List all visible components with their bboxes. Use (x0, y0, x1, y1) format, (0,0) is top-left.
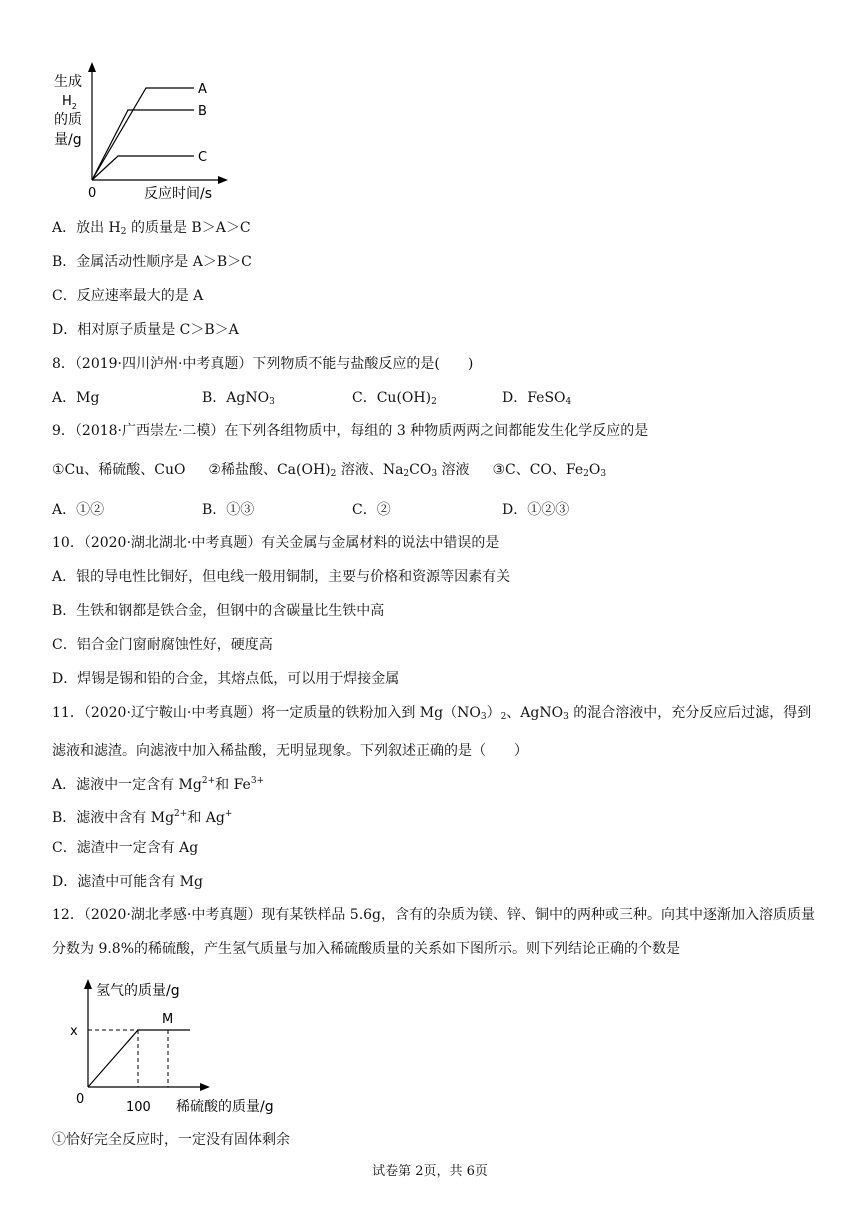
q8-option-a: A．Mg (52, 390, 100, 406)
q11-option-a: A．滤液中一定含有 $Mg^{2+}$和 $Fe^{3+}$ (52, 776, 265, 793)
q12-statement-1: ①恰好完全反应时，一定没有固体剩余 (52, 1132, 290, 1148)
q8-option-c: C．$Cu(OH)_2$ (352, 390, 437, 407)
fig2-xmark: 100 (126, 1100, 151, 1115)
fig1-x-arrow (218, 176, 228, 184)
figure-h2-vs-acid (64, 975, 284, 1115)
q10-option-c: C．铝合金门窗耐腐蚀性好，硬度高 (52, 637, 273, 653)
curve-b-label: B (198, 104, 207, 119)
fig2-origin: 0 (76, 1092, 85, 1107)
fig2-y-arrow (84, 979, 92, 989)
q10-option-a: A．银的导电性比铜好，但电线一般用铜制，主要与价格和资源等因素有关 (52, 569, 511, 585)
curve-b (92, 110, 194, 180)
q7-option-b: B．金属活动性顺序是 A＞B＞C (52, 254, 252, 270)
fig1-ylabel-4: 量/g (54, 132, 82, 148)
fig2-ylabel: 氢气的质量/g (96, 983, 180, 999)
q12-stem: 12．（2020·湖北孝感·中考真题）现有某铁样品 5.6g，含有的杂质为镁、锌、铜中的两种或三种。向其中逐渐加入溶质质量分数为 9.8%的稀硫酸，产生氢气质量与加入稀硫酸质量的关系如下图所示。则下列结论正确的个数是 (52, 907, 816, 957)
fig2-ymark: x (70, 1024, 78, 1039)
q11-option-b: B．滤液中含有 $Mg^{2+}$和 Ag+ (52, 809, 233, 826)
q9-group-3: ③C、CO、$Fe_2O_3$ (492, 462, 607, 479)
q9-option-b: B．①③ (202, 502, 255, 518)
fig2-point-m: M (162, 1012, 174, 1027)
fig1-y-arrow (88, 62, 96, 72)
fig2-curve (88, 1030, 190, 1087)
q9-group-1: ①Cu、稀硫酸、CuO (52, 462, 186, 478)
q7-option-d: D．相对原子质量是 C＞B＞A (52, 322, 239, 338)
q9-group-2: ②稀盐酸、$Ca(OH)_2$ 溶液、$Na_2CO_3$ 溶液 (208, 462, 470, 479)
curve-a-label: A (198, 82, 207, 97)
fig1-origin: 0 (88, 186, 97, 201)
q8-stem: 8．（2019·四川泸州·中考真题）下列物质不能与盐酸反应的是( ) (52, 356, 474, 372)
q9-option-d: D．①②③ (502, 502, 570, 518)
q8-option-d: D．FeSO$_4$ (502, 390, 572, 407)
fig2-x-arrow (200, 1083, 210, 1091)
q10-option-d: D．焊锡是锡和铅的合金，其熔点低，可以用于焊接金属 (52, 671, 400, 687)
q9-option-c: C．② (352, 502, 391, 518)
fig1-ylabel-3: 的质 (54, 112, 82, 128)
fig2-xlabel: 稀硫酸的质量/g (176, 1099, 274, 1115)
q11-option-d: D．滤渣中可能含有 Mg (52, 874, 203, 890)
q8-option-b: B．AgNO$_3$ (202, 390, 275, 407)
q11-stem: 11．（2020·辽宁鞍山·中考真题）将一定质量的铁粉加入到 $Mg(NO_3)_2$、AgNO$_3$ 的混合溶液中，充分反应后过滤，得到滤液和滤渣。向滤液中加入稀盐酸，无明显现象。下列叙述正确的是（ ） (52, 705, 812, 759)
q9-option-a: A．①② (52, 502, 105, 518)
fig1-ylabel-2: $H_2$ (62, 94, 77, 111)
page-footer: 试卷第 2页，共 6页 (372, 1164, 488, 1179)
q9-groups (52, 460, 606, 484)
q11-option-c: C．滤渣中一定含有 Ag (52, 840, 199, 856)
q7-option-c: C．反应速率最大的是 A (52, 288, 204, 304)
q9-stem: 9．（2018·广西崇左·二模）在下列各组物质中，每组的 3 种物质两两之间都能发生化学反应的是 (52, 423, 649, 439)
figure-h2-vs-time (48, 60, 238, 205)
curve-c (92, 156, 194, 180)
q10-stem: 10．（2020·湖北湖北·中考真题）有关金属与金属材料的说法中错误的是 (52, 535, 500, 551)
fig1-xlabel: 反应时间/s (144, 186, 213, 202)
q10-option-b: B．生铁和钢都是铁合金，但钢中的含碳量比生铁中高 (52, 603, 385, 619)
fig1-ylabel-1: 生成 (54, 74, 82, 90)
q7-option-a: A．放出 $H_2$ 的质量是 B＞A＞C (52, 220, 251, 237)
curve-c-label: C (198, 150, 208, 165)
